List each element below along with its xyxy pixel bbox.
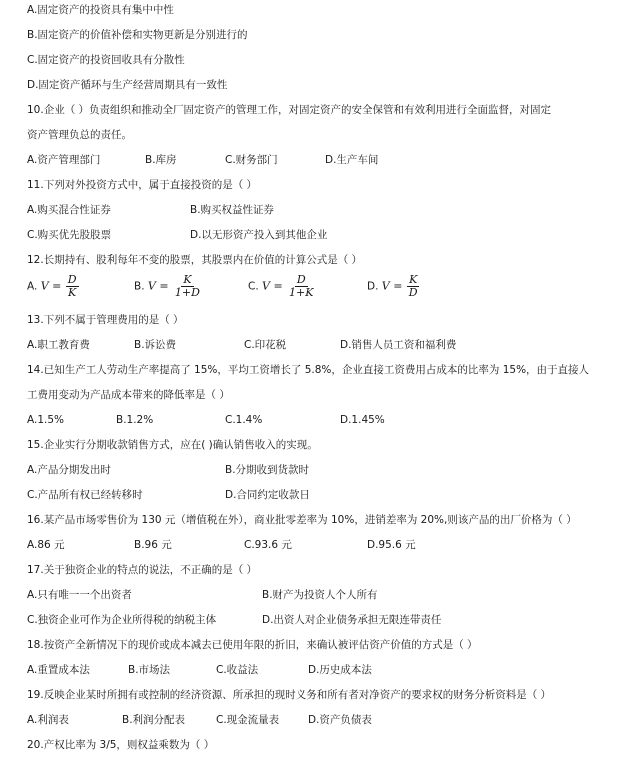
q18-stem: 18.按资产全新情况下的现价或成本减去已使用年限的折旧，来确认被评估资产价值的方式是（ ） [27,639,478,651]
q9-option-d: D.固定资产循环与生产经营周期具有一致性 [27,79,228,91]
q17-option-d: D.出资人对企业债务承担无限连带责任 [262,614,442,626]
q9-option-b: B.固定资产的价值补偿和实物更新是分别进行的 [27,29,248,41]
q9-option-a: A.固定资产的投资具有集中中性 [27,4,174,16]
q15-option-a: A.产品分期发出时 [27,464,111,476]
q11-option-b: B.购买权益性证券 [190,204,275,216]
q12-option-a-fraction [66,274,79,299]
q12-option-d [367,274,421,299]
q15-option-b: B.分期收到货款时 [225,464,310,476]
q16-stem: 16.某产品市场零售价为 130 元（增值税在外），商业批零差率为 10%，进销差率为 20%,则该产品的出厂价格为（ ） [27,514,577,526]
q12-option-a-denominator: K [68,286,77,299]
q11-option-c: C.购买优先股股票 [27,229,112,241]
q12-option-c-fraction [287,274,315,299]
q19-stem: 19.反映企业某时所拥有或控制的经济资源、所承担的现时义务和所有者对净资产的要求权的财务分析资料是（ ） [27,689,552,701]
q10-option-b: B.库房 [145,154,177,166]
q12-option-b-lhs: V = [147,279,169,293]
q9-option-c: C.固定资产的投资回收具有分散性 [27,54,185,66]
q20-stem: 20.产权比率为 3/5，则权益乘数为（ ） [27,739,215,751]
q12-option-b-label: B. [134,280,145,293]
q12-option-d-fraction [407,274,420,299]
q10-option-c: C.财务部门 [225,154,278,166]
q14-option-c: C.1.4% [225,414,263,426]
q13-option-b: B.诉讼费 [134,339,177,351]
q12-option-c-denominator: 1+K [289,286,314,299]
q16-option-c: C.93.6 元 [244,539,292,551]
q15-option-c: C.产品所有权已经转移时 [27,489,143,501]
q17-option-a: A.只有唯一一个出资者 [27,589,132,601]
q11-option-d: D.以无形资产投入到其他企业 [190,229,328,241]
q14-option-b: B.1.2% [116,414,154,426]
q12-option-c-numerator: D [296,273,306,286]
q12-option-a-lhs: V = [40,279,62,293]
q12-option-d-numerator: K [409,273,418,286]
q12-option-c [248,274,316,299]
q12-option-b [134,274,203,299]
q10-option-a: A.资产管理部门 [27,154,101,166]
q12-option-b-fraction [173,274,202,299]
q18-option-d: D.历史成本法 [308,664,372,676]
q14-stem-line1: 14.已知生产工人劳动生产率提高了 15%，平均工资增长了 5.8%，企业直接工资费用占成本的比率为 15%，由于直接人 [27,364,590,376]
q12-option-c-label: C. [248,280,259,293]
q12-option-d-label: D. [367,280,379,293]
q18-option-c: C.收益法 [216,664,259,676]
q13-option-d: D.销售人员工资和福利费 [340,339,457,351]
q12-option-a-label: A. [27,280,38,293]
q17-option-c: C.独资企业可作为企业所得税的纳税主体 [27,614,217,626]
q13-stem: 13.下列不属于管理费用的是（ ） [27,314,184,326]
q12-option-d-denominator: D [408,286,418,299]
q19-option-b: B.利润分配表 [122,714,186,726]
q11-stem: 11.下列对外投资方式中，属于直接投资的是（ ） [27,179,258,191]
q16-option-b: B.96 元 [134,539,172,551]
q12-option-a-numerator: D [67,273,77,286]
q17-stem: 17.关于独资企业的特点的说法，不正确的是（ ） [27,564,258,576]
q16-option-d: D.95.6 元 [367,539,416,551]
q12-option-b-denominator: 1+D [174,286,200,299]
q18-option-a: A.重置成本法 [27,664,90,676]
q18-option-b: B.市场法 [128,664,171,676]
q19-option-d: D.资产负债表 [308,714,372,726]
q14-option-a: A.1.5% [27,414,65,426]
q10-stem-line1: 10.企业（ ）负责组织和推动全厂固定资产的管理工作，对固定资产的安全保管和有效利用进行全面监督，对固定 [27,104,552,116]
q12-option-b-numerator: K [183,273,192,286]
q17-option-b: B.财产为投资人个人所有 [262,589,378,601]
q13-option-a: A.职工教育费 [27,339,90,351]
q14-option-d: D.1.45% [340,414,385,426]
q19-option-c: C.现金流量表 [216,714,280,726]
q12-option-d-lhs: V = [381,279,403,293]
q12-option-c-lhs: V = [262,279,283,293]
q19-option-a: A.利润表 [27,714,69,726]
q15-option-d: D.合同约定收款日 [225,489,310,501]
q15-stem: 15.企业实行分期收款销售方式，应在( )确认销售收入的实现。 [27,439,318,451]
q14-stem-line2: 工费用变动为产品成本带来的降低率是（ ） [27,389,230,401]
q11-option-a: A.购买混合性证券 [27,204,111,216]
q10-stem-line2: 资产管理负总的责任。 [27,129,132,141]
q12-stem: 12.长期持有、股利每年不变的股票，其股票内在价值的计算公式是（ ） [27,254,363,266]
q13-option-c: C.印花税 [244,339,287,351]
q16-option-a: A.86 元 [27,539,65,551]
q12-option-a [27,274,80,299]
q10-option-d: D.生产车间 [325,154,379,166]
